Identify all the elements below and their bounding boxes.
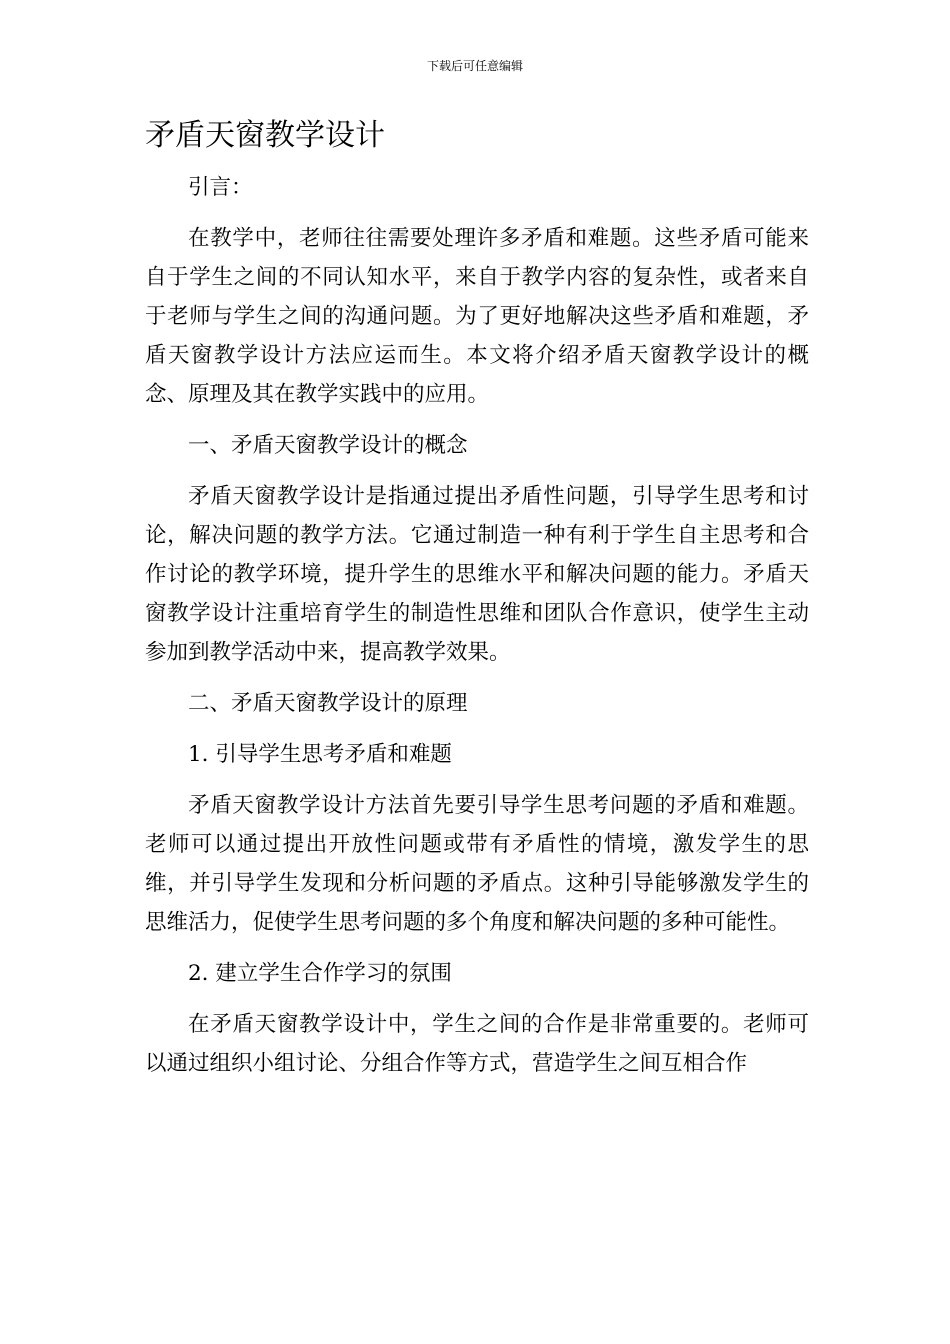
paragraph-intro-label: 引言： xyxy=(188,175,253,200)
document-title: 矛盾天窗教学设计 xyxy=(145,118,385,153)
section-heading-concept: 一、矛盾天窗教学设计的概念 xyxy=(188,433,468,458)
subheading-principle-1: 1. 引导学生思考矛盾和难题 xyxy=(188,742,452,767)
section-heading-principles: 二、矛盾天窗教学设计的原理 xyxy=(188,691,468,716)
paragraph-principle-1: 矛盾天窗教学设计方法首先要引导学生思考问题的矛盾和难题。老师可以通过提出开放性问题或带有矛盾性的情境，激发学生的思维，并引导学生发现和分析问题的矛盾点。这种引导能够激发学生的思维活力，促使学生思考问题的多个角度和解决问题的多种可能性。 xyxy=(145,793,809,935)
subheading-principle-2: 2. 建立学生合作学习的氛围 xyxy=(188,961,452,986)
page-header: 下载后可任意编辑 xyxy=(426,59,523,73)
paragraph-intro: 在教学中，老师往往需要处理许多矛盾和难题。这些矛盾可能来自于学生之间的不同认知水平，来自于教学内容的复杂性，或者来自于老师与学生之间的沟通问题。为了更好地解决这些矛盾和难题，矛盾天窗教学设计方法应运而生。本文将介绍矛盾天窗教学设计的概念、原理及其在教学实践中的应用。 xyxy=(145,226,809,407)
document-body xyxy=(145,168,809,1095)
paragraph-principle-2: 在矛盾天窗教学设计中，学生之间的合作是非常重要的。老师可以通过组织小组讨论、分组合作等方式，营造学生之间互相合作 xyxy=(145,1012,809,1076)
paragraph-concept: 矛盾天窗教学设计是指通过提出矛盾性问题，引导学生思考和讨论，解决问题的教学方法。它通过制造一种有利于学生自主思考和合作讨论的教学环境，提升学生的思维水平和解决问题的能力。矛盾天窗教学设计注重培育学生的制造性思维和团队合作意识，使学生主动参加到教学活动中来，提高教学效果。 xyxy=(145,484,809,665)
